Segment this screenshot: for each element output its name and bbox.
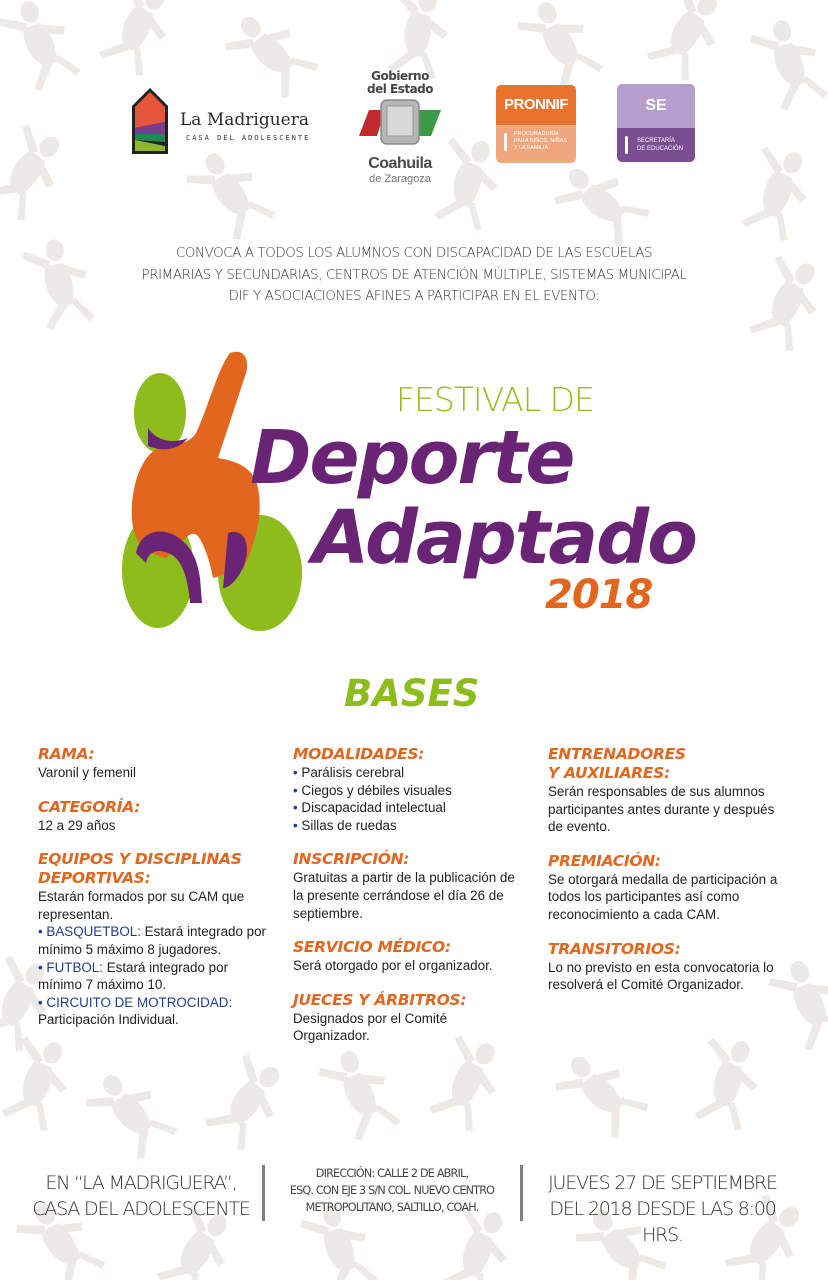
coahuila-government-logo: [355, 70, 445, 192]
section-heading: DEPORTIVAS:: [38, 869, 151, 888]
se-subtitle-line: SECRETARÍA: [637, 138, 675, 144]
pronnif-mark-icon: [504, 133, 507, 151]
discipline-text: Estará integrado por mínimo 5 máximo 8 jugadores.: [38, 924, 266, 957]
section-text: Se otorgará medalla de participación a todos los participantes así como reconocimiento a cada CAM.: [548, 871, 778, 922]
section-text: Varonil y femenil: [38, 765, 136, 780]
section-heading: SERVICIO MÉDICO:: [293, 938, 451, 957]
equipos-section: [38, 850, 283, 1029]
section-text: Gratuitas a partir de la publicación de la presente cerrándose el día 26 de septiembre.: [293, 870, 515, 921]
discipline-text: Participación Individual.: [38, 1012, 179, 1028]
bullet-icon: •: [293, 817, 302, 833]
festival-de-title: FESTIVAL DE: [396, 380, 594, 419]
coahuila-line4: de Zaragoza: [369, 173, 431, 185]
adaptado-title: Adaptado: [312, 495, 696, 581]
list-item: [293, 817, 538, 835]
pronnif-subtitle-line: Y LA FAMILIA: [514, 145, 549, 151]
section-text: Designados por el Comité Organizador.: [293, 1010, 448, 1044]
pronnif-subtitle-line: PARA NIÑOS, NIÑAS: [514, 138, 568, 144]
section-heading: MODALIDADES:: [293, 745, 425, 763]
coahuila-line2: del Estado: [366, 82, 434, 96]
section-text: Serán responsables de sus alumnos participantes antes durante y después de evento.: [548, 784, 775, 835]
footer-divider: [262, 1165, 265, 1221]
discipline-label: BASQUETBOL:: [46, 924, 141, 940]
section-heading: JUECES Y ÁRBITROS:: [293, 990, 467, 1009]
section-text: Estarán formados por su CAM que representan.: [38, 889, 245, 922]
footer-address: [272, 1165, 512, 1216]
bullet-icon: •: [38, 924, 47, 940]
modalidades-section: [293, 745, 538, 834]
premiacion-section: [548, 852, 793, 924]
modality-text: Discapacidad intelectual: [301, 800, 446, 816]
section-heading: Y AUXILIARES:: [548, 764, 670, 782]
pronnif-logo: [496, 85, 576, 163]
inscripcion-section: [293, 850, 538, 922]
deporte-title: Deporte: [250, 415, 574, 501]
section-heading: EQUIPOS Y DISCIPLINAS: [38, 850, 242, 869]
se-logo: [617, 84, 695, 162]
bullet-icon: •: [293, 782, 302, 798]
la-madriguera-logo: [130, 86, 320, 156]
discipline-label: CIRCUITO DE MOTROCIDAD:: [46, 994, 233, 1010]
address-line: ESQ. CON EJE 3 S/N COL. NUEVO CENTRO: [289, 1184, 495, 1197]
date-line: JUEVES 27 DE SEPTIEMBRE: [548, 1172, 777, 1194]
event-year: 2018: [545, 572, 653, 618]
pronnif-title: PRONNIF: [496, 85, 576, 125]
discipline-text: Estará integrado por mínimo 7 máximo 10.: [38, 959, 229, 993]
bases-column-1: [38, 745, 283, 1045]
servicio-medico-section: [293, 938, 538, 975]
list-item: [293, 799, 538, 817]
list-item: [293, 764, 538, 782]
footer-divider: [520, 1165, 523, 1221]
pronnif-subtitle-line: PROCURADURÍA: [514, 131, 559, 137]
list-item: [38, 994, 273, 1029]
convocation-line: PRIMARIAS Y SECUNDARIAS, CENTROS DE ATENCIÓN MÚLTIPLE, SISTEMAS MUNICIPAL: [141, 267, 687, 283]
bullet-icon: •: [293, 765, 302, 780]
section-heading: CATEGORÍA:: [38, 797, 141, 816]
section-text: 12 a 29 años: [38, 817, 116, 833]
house-icon: [130, 86, 170, 156]
section-heading: INSCRIPCIÓN:: [293, 850, 410, 869]
section-heading: PREMIACIÓN:: [548, 851, 661, 870]
coat-of-arms-icon: [355, 96, 445, 148]
date-line: DEL 2018 DESDE LAS 8:00 HRS.: [549, 1198, 776, 1246]
section-heading: RAMA:: [38, 745, 95, 763]
section-heading: TRANSITORIOS:: [548, 939, 681, 958]
jueces-section: [293, 991, 538, 1045]
convocation-line: CONVOCA A TODOS LOS ALUMNOS CON DISCAPACIDAD DE LAS ESCUELAS: [175, 246, 653, 261]
convocation-line: DIF Y ASOCIACIONES AFINES A PARTICIPAR EN EL EVENTO:: [228, 289, 600, 304]
entrenadores-section: [548, 745, 793, 836]
rama-section: [38, 745, 283, 782]
list-item: [38, 959, 273, 994]
section-text: Será otorgado por el organizador.: [293, 958, 493, 974]
madriguera-title: La Madriguera: [180, 110, 309, 130]
bases-column-2: [293, 745, 538, 1061]
madriguera-subtitle: CASA DEL ADOLESCENTE: [186, 134, 311, 142]
categoria-section: [38, 798, 283, 835]
section-heading: ENTRENADORES: [548, 745, 686, 763]
section-text: Lo no previsto en esta convocatoria lo resolverá el Comité Organizador.: [548, 959, 774, 993]
se-mark-icon: [625, 136, 628, 154]
footer-date: [530, 1170, 795, 1248]
venue-line: CASA DEL ADOLESCENTE: [32, 1198, 250, 1220]
footer-venue: [30, 1170, 252, 1222]
convocation-text: [100, 243, 728, 308]
modality-text: Ciegos y débiles visuales: [301, 782, 452, 798]
coahuila-line3: Coahuila: [368, 155, 432, 172]
address-line: METROPOLITANO, SALTILLO, COAH.: [305, 1201, 479, 1214]
bullet-icon: •: [293, 800, 302, 816]
bullet-icon: •: [38, 994, 47, 1010]
bases-heading: BASES: [344, 672, 480, 715]
venue-line: EN “LA MADRIGUERA”,: [45, 1172, 237, 1194]
bullet-icon: •: [38, 959, 47, 975]
se-title: SE: [617, 84, 695, 128]
modality-text: Parálisis cerebral: [301, 765, 405, 780]
modality-text: Sillas de ruedas: [301, 817, 397, 833]
se-subtitle-line: DE EDUCACIÓN: [637, 146, 684, 152]
list-item: [293, 782, 538, 800]
coahuila-line1: Gobierno: [371, 69, 429, 83]
list-item: [38, 923, 273, 958]
bases-column-3: [548, 745, 793, 1010]
transitorios-section: [548, 940, 793, 994]
discipline-label: FUTBOL:: [46, 959, 103, 975]
address-line: DIRECCIÓN: CALLE 2 DE ABRIL,: [315, 1167, 469, 1180]
